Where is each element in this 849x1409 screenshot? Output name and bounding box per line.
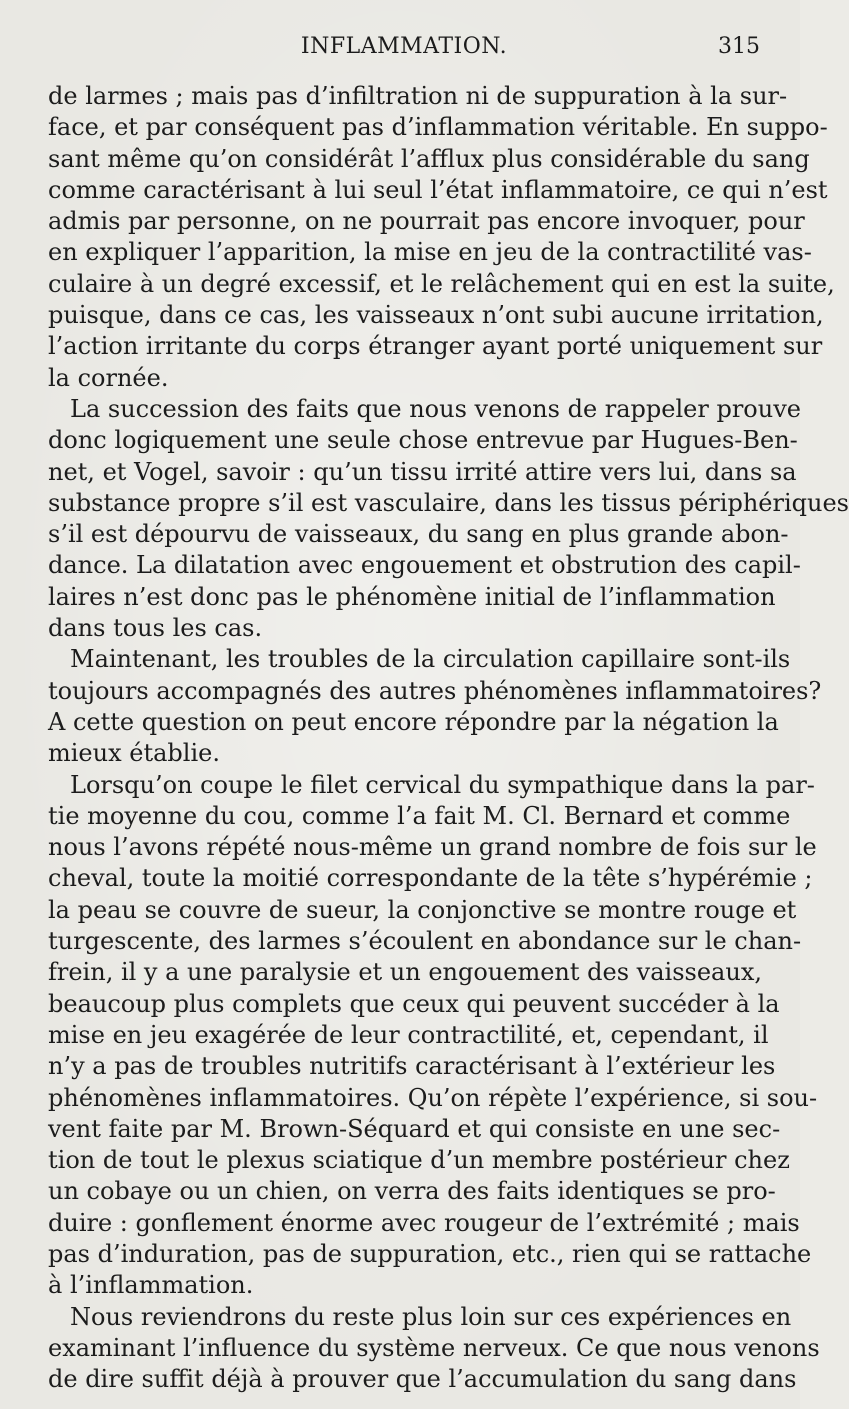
text-line: duire : gonflement énorme avec rougeur de l’extrémité ; mais [48,1208,800,1237]
text-line: en expliquer l’apparition, la mise en jeu de la contractilité vas- [48,238,812,267]
paragraph [48,770,818,1302]
text-line: l’action irritante du corps étranger ayant porté uniquement sur [48,332,823,361]
text-line: n’y a pas de troubles nutritifs caractérisant à l’extérieur les [48,1052,776,1081]
text-line: vent faite par M. Brown-Séquard et qui consiste en une sec- [48,1114,781,1143]
text-line: Maintenant, les troubles de la circulation capillaire sont-ils [70,645,791,674]
text-line: culaire à un degré excessif, et le relâchement qui en est la suite, [48,269,835,298]
text-line: sant même qu’on considérât l’afflux plus considérable du sang [48,144,810,173]
text-line: nous l’avons répété nous-même un grand nombre de fois sur le [48,833,817,862]
text-line: donc logiquement une seule chose entrevue par Hugues-Ben- [48,426,798,455]
text-line: Nous reviendrons du reste plus loin sur ces expériences en [70,1302,792,1331]
text-line: A cette question on peut encore répondre par la négation la [48,707,779,736]
text-line: frein, il y a une paralysie et un engouement des vaisseaux, [48,958,762,987]
paragraph [48,644,822,769]
text-line: dance. La dilatation avec engouement et obstrution des capil- [48,551,801,580]
text-line: la cornée. [48,363,169,392]
paragraph [48,1302,820,1396]
text-line: La succession des faits que nous venons de rappeler prouve [70,394,801,423]
text-line: comme caractérisant à lui seul l’état inflammatoire, ce qui n’est [48,175,828,204]
text-line: examinant l’influence du système nerveux. Ce que nous venons [48,1333,820,1362]
text-line: toujours accompagnés des autres phénomènes inflammatoires? [48,676,822,705]
text-line: à l’inflammation. [48,1271,254,1300]
paragraph [48,81,835,394]
text-line: net, et Vogel, savoir : qu’un tissu irrité attire vers lui, dans sa [48,457,797,486]
text-line: pas d’induration, pas de suppuration, etc., rien qui se rattache [48,1239,812,1268]
text-line: puisque, dans ce cas, les vaisseaux n’ont subi aucune irritation, [48,301,824,330]
text-line: s’il est dépourvu de vaisseaux, du sang en plus grande abon- [48,520,789,549]
text-line: substance propre s’il est vasculaire, dans les tissus périphériques [48,488,849,517]
page-number: 315 [718,34,760,59]
text-line: mieux établie. [48,739,220,768]
text-line: phénomènes inflammatoires. Qu’on répète l’expérience, si sou- [48,1083,818,1112]
text-line: laires n’est donc pas le phénomène initial de l’inflammation [48,582,776,611]
text-line: dans tous les cas. [48,614,263,643]
text-line: tie moyenne du cou, comme l’a fait M. Cl. Bernard et comme [48,801,791,830]
text-line: de dire suffit déjà à prouver que l’accumulation du sang dans [48,1365,797,1394]
paragraph [48,394,849,644]
text-line: face, et par conséquent pas d’inflammation véritable. En suppo- [48,113,828,142]
text-line: admis par personne, on ne pourrait pas encore invoquer, pour [48,207,805,236]
running-title: INFLAMMATION. [300,34,508,59]
text-line: cheval, toute la moitié correspondante de la tête s’hypérémie ; [48,864,813,893]
text-line: la peau se couvre de sueur, la conjonctive se montre rouge et [48,895,797,924]
text-line: de larmes ; mais pas d’infiltration ni de suppuration à la sur- [48,82,788,110]
text-line: un cobaye ou un chien, on verra des faits identiques se pro- [48,1177,776,1206]
page-header [48,30,760,64]
text-line: beaucoup plus complets que ceux qui peuvent succéder à la [48,989,780,1018]
text-line: mise en jeu exagérée de leur contractilité, et, cependant, il [48,1020,769,1049]
text-line: Lorsqu’on coupe le filet cervical du sympathique dans la par- [70,770,815,799]
body-text [48,81,849,1395]
text-line: turgescente, des larmes s’écoulent en abondance sur le chan- [48,927,802,956]
text-line: tion de tout le plexus sciatique d’un membre postérieur chez [48,1146,790,1175]
